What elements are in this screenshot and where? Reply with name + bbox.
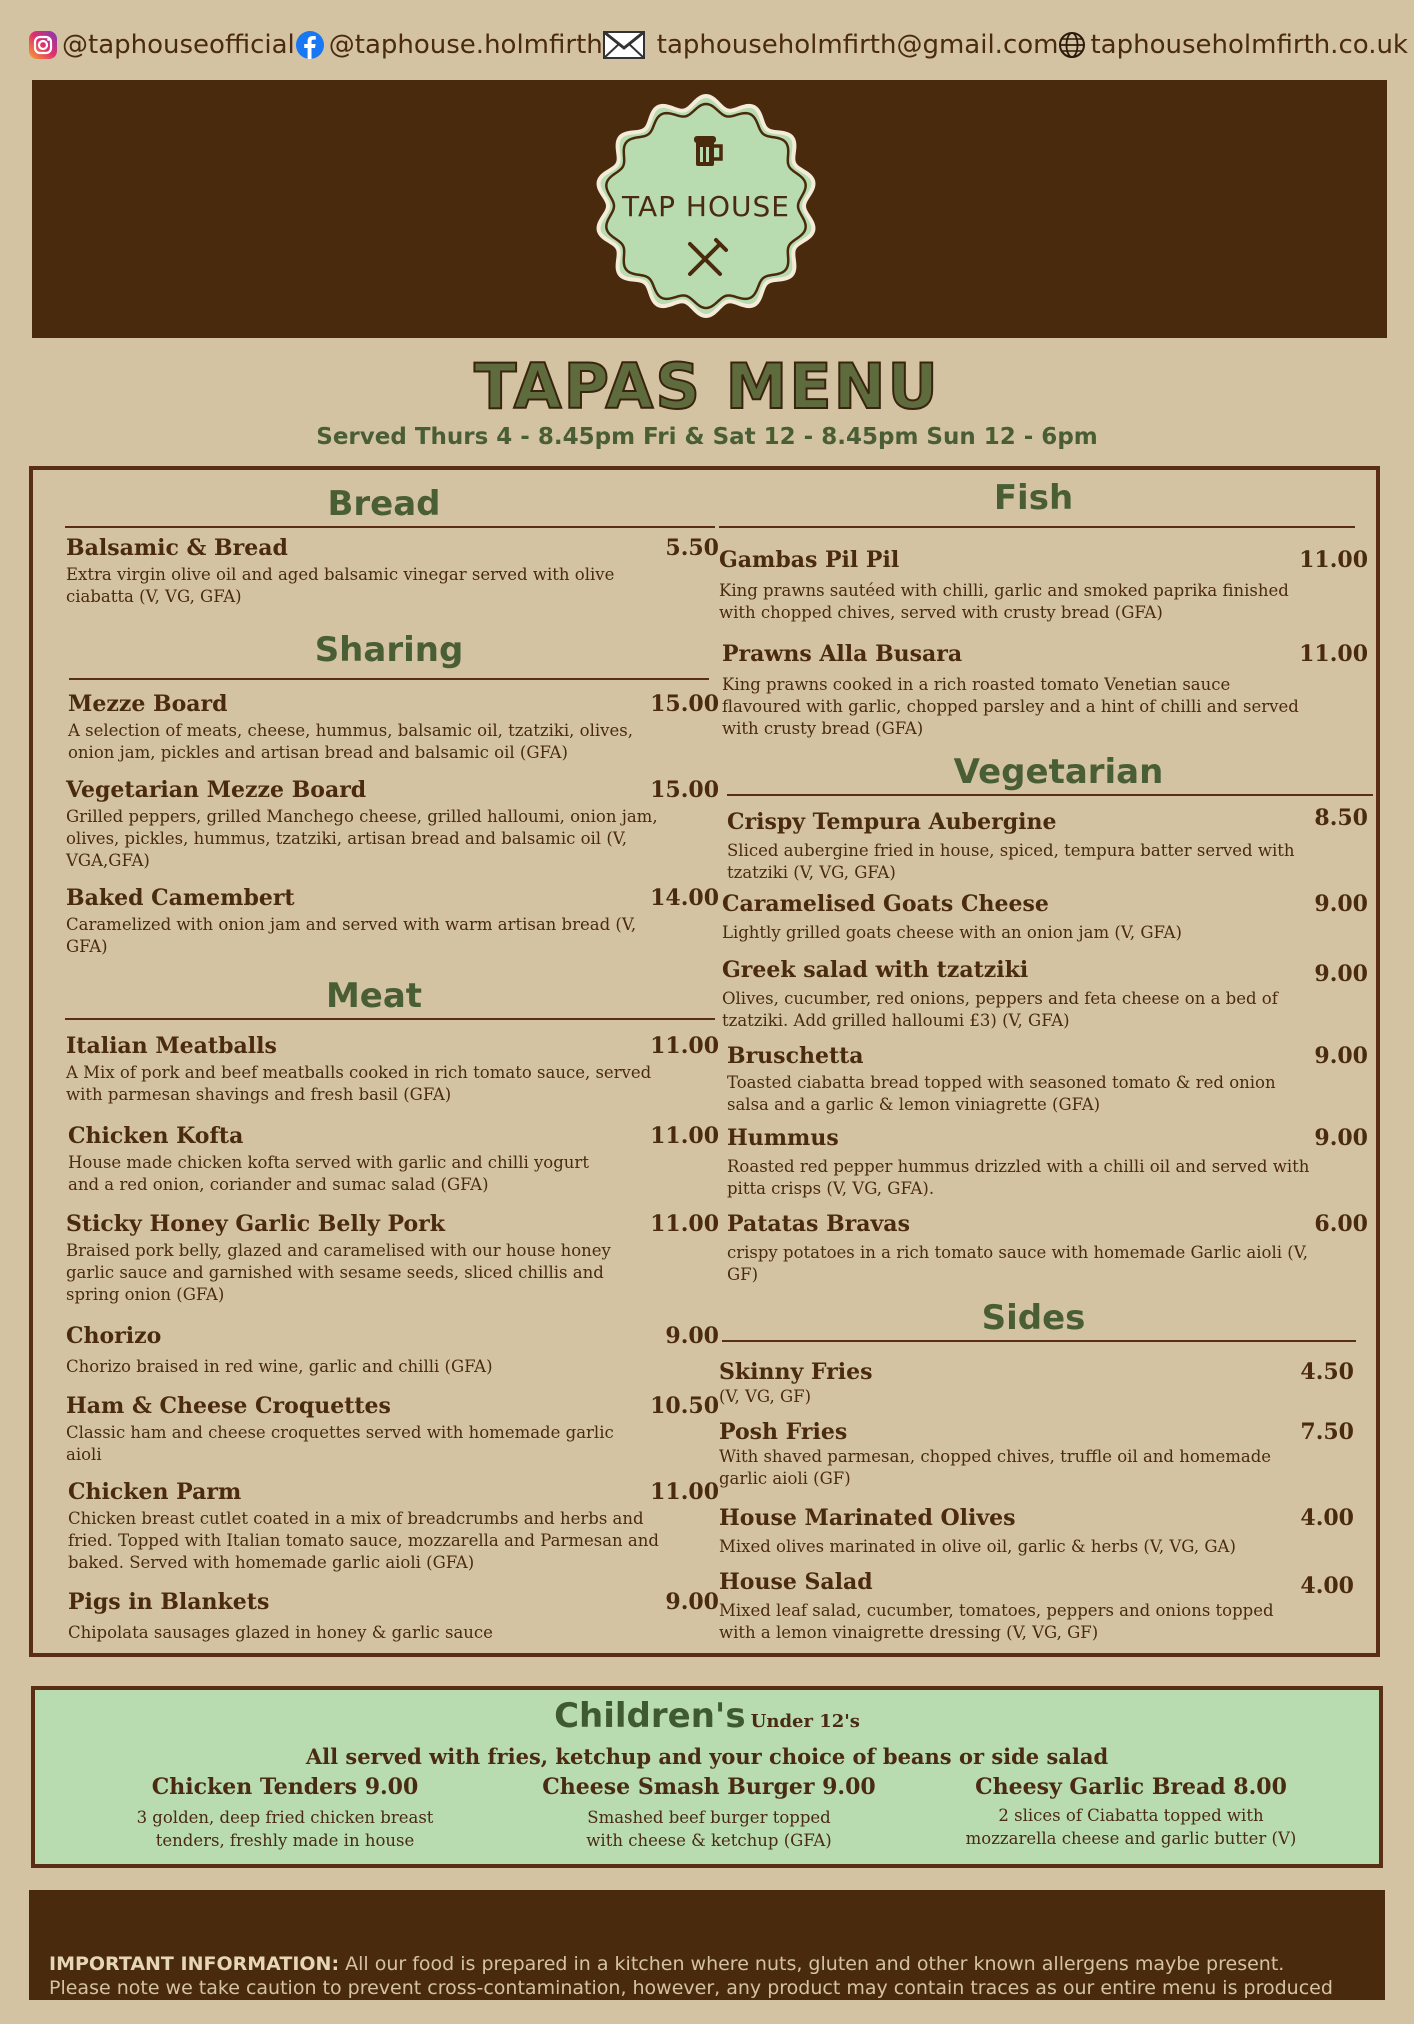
- menu-item: [68, 1122, 719, 1196]
- email-address: taphouseholmfirth@gmail.com: [656, 30, 1059, 60]
- item-desc: Lightly grilled goats cheese with an onion jam (V, GFA): [722, 923, 1182, 942]
- menu-item: [68, 1588, 719, 1644]
- childrens-menu: [31, 1686, 1383, 1868]
- item-desc: crispy potatoes in a rich tomato sauce with homemade Garlic aioli (V, GF): [727, 1243, 1308, 1284]
- item-desc: A selection of meats, cheese, hummus, balsamic oil, tzatziki, olives, onion jam, pickles and artisan bread and balsamic oil (GFA): [68, 721, 633, 762]
- item-desc: (V, VG, GF): [719, 1387, 812, 1406]
- menu-item: [719, 1568, 1368, 1644]
- item-name: Italian Meatballs: [66, 1033, 277, 1059]
- menu-item: [719, 546, 1368, 624]
- item-name: Gambas Pil Pil: [719, 547, 900, 573]
- menu-item: [66, 884, 719, 958]
- section-title-fish: Fish: [993, 478, 1074, 518]
- item-price: 9.00: [1314, 1043, 1368, 1069]
- item-price: 4.00: [1300, 1573, 1354, 1599]
- item-price: 11.00: [650, 1211, 719, 1237]
- item-name: Balsamic & Bread: [66, 535, 288, 561]
- item-name: Pigs in Blankets: [68, 1589, 270, 1615]
- menu-box: [29, 466, 1380, 1657]
- mail-icon: [603, 31, 645, 59]
- menu-item: [66, 776, 719, 872]
- menu-item: [66, 1322, 719, 1378]
- logo-text: TAP HOUSE: [622, 190, 790, 223]
- item-name: Skinny Fries: [719, 1359, 873, 1385]
- item-desc: Toasted ciabatta bread topped with seasoned tomato & red onion salsa and a garlic & lemon viniagrette (GFA): [727, 1073, 1276, 1114]
- item-price: 15.00: [650, 691, 719, 717]
- item-price: 11.00: [650, 1479, 719, 1505]
- item-price: 11.00: [1299, 547, 1368, 573]
- item-price: 7.50: [1300, 1419, 1354, 1445]
- item-name: Hummus: [727, 1125, 839, 1151]
- allergen-text: All our food is prepared in a kitchen where nuts, gluten and other known allergens maybe present. Please note we take caution to prevent cross-contamination, however, any product may contain traces as our entire menu is produced in the: [49, 1953, 1333, 2023]
- served-hours: Served Thurs 4 - 8.45pm Fri & Sat 12 - 8.45pm Sun 12 - 6pm: [316, 424, 1098, 450]
- item-desc: Grilled peppers, grilled Manchego cheese, grilled halloumi, onion jam, olives, pickles, hummus, tzatziki, artisan bread and balsamic oil (V, VGA,GFA): [66, 807, 658, 870]
- childrens-age: Under 12's: [750, 1711, 860, 1732]
- childrens-note: All served with fries, ketchup and your choice of beans or side salad: [305, 1744, 1109, 1769]
- facebook-contact[interactable]: [295, 30, 603, 60]
- menu-item: [719, 1358, 1368, 1408]
- menu-item: [719, 1504, 1368, 1558]
- childrens-title: [35, 1696, 1379, 1736]
- website-contact[interactable]: [1058, 30, 1408, 60]
- item-price: 14.00: [650, 885, 719, 911]
- item-name: Prawns Alla Busara: [722, 641, 963, 667]
- menu-item: [68, 1478, 719, 1574]
- page-title: TAPAS MENU: [474, 350, 940, 423]
- section-title-bread: Bread: [327, 484, 441, 524]
- item-desc: A Mix of pork and beef meatballs cooked in rich tomato sauce, served with parmesan shavings and fresh basil (GFA): [66, 1063, 652, 1104]
- item-price: 9.00: [665, 1323, 719, 1349]
- contact-bar: [28, 22, 1408, 68]
- item-desc: With shaved parmesan, chopped chives, truffle oil and homemade garlic aioli (GF): [719, 1447, 1272, 1488]
- divider: [719, 526, 1355, 528]
- item-price: 9.00: [1314, 1125, 1368, 1151]
- item-price: 11.00: [650, 1123, 719, 1149]
- item-desc: Braised pork belly, glazed and caramelised with our house honey garlic sauce and garnished with sesame seeds, sliced chillis and spring onion (GFA): [66, 1241, 611, 1304]
- kids-item-name: Chicken Tenders 9.00: [151, 1774, 419, 1800]
- item-name: Ham & Cheese Croquettes: [66, 1393, 391, 1419]
- item-desc: Mixed olives marinated in olive oil, garlic & herbs (V, VG, GA): [719, 1537, 1236, 1556]
- item-price: 9.00: [1314, 891, 1368, 917]
- kids-item-name: Cheese Smash Burger 9.00: [542, 1774, 876, 1800]
- section-title-sides: Sides: [981, 1298, 1086, 1338]
- item-price: 5.50: [665, 535, 719, 561]
- item-desc: Roasted red pepper hummus drizzled with a chilli oil and served with pitta crisps (V, VG, GFA).: [727, 1157, 1310, 1198]
- item-price: 8.50: [1314, 805, 1368, 831]
- menu-item: [68, 690, 719, 764]
- item-price: 11.00: [1299, 641, 1368, 667]
- item-name: Posh Fries: [719, 1419, 848, 1445]
- item-desc: Chipolata sausages glazed in honey & garlic sauce: [68, 1623, 493, 1642]
- section-title-meat: Meat: [325, 976, 423, 1016]
- divider: [727, 794, 1373, 796]
- globe-icon: [1058, 31, 1086, 59]
- menu-item: [66, 1032, 719, 1106]
- menu-item: [727, 1042, 1368, 1116]
- divider: [65, 1018, 715, 1020]
- kids-item-desc: Smashed beef burger topped with cheese & ketchup (GFA): [586, 1808, 832, 1850]
- item-name: House Salad: [719, 1569, 873, 1595]
- kids-item: [75, 1774, 495, 1852]
- item-name: Baked Camembert: [66, 885, 295, 911]
- menu-item: [66, 1210, 719, 1306]
- email-contact[interactable]: [603, 30, 1059, 60]
- item-desc: King prawns sautéed with chilli, garlic and smoked paprika finished with chopped chives, served with crusty bread (GFA): [719, 581, 1289, 622]
- item-desc: Extra virgin olive oil and aged balsamic vinegar served with olive ciabatta (V, VG, GFA): [66, 565, 615, 606]
- item-name: Bruschetta: [727, 1043, 864, 1069]
- item-desc: Mixed leaf salad, cucumber, tomatoes, peppers and onions topped with a lemon vinaigrette dressing (V, VG, GF): [719, 1601, 1274, 1642]
- kids-item: [499, 1774, 919, 1852]
- item-price: 9.00: [665, 1589, 719, 1615]
- item-name: Chorizo: [66, 1323, 162, 1349]
- allergen-label: IMPORTANT INFORMATION:: [49, 1953, 340, 1975]
- item-price: 4.50: [1300, 1359, 1354, 1385]
- item-name: Chicken Kofta: [68, 1123, 244, 1149]
- menu-item: [719, 1418, 1368, 1490]
- section-title-vegetarian: Vegetarian: [953, 752, 1164, 792]
- item-price: 15.00: [650, 777, 719, 803]
- menu-item: [722, 890, 1368, 944]
- menu-item: [727, 1210, 1368, 1286]
- item-name: Sticky Honey Garlic Belly Pork: [66, 1211, 445, 1237]
- childrens-heading: Children's: [554, 1696, 746, 1736]
- item-name: Crispy Tempura Aubergine: [727, 809, 1057, 835]
- item-price: 11.00: [650, 1033, 719, 1059]
- menu-item: [722, 956, 1368, 1032]
- item-desc: King prawns cooked in a rich roasted tomato Venetian sauce flavoured with garlic, chopped parsley and a hint of chilli and served with crusty bread (GFA): [722, 675, 1299, 738]
- item-name: Caramelised Goats Cheese: [722, 891, 1049, 917]
- kids-item-desc: 3 golden, deep fried chicken breast tenders, freshly made in house: [136, 1808, 434, 1850]
- menu-item: [66, 534, 719, 608]
- menu-item: [727, 805, 1368, 884]
- allergen-notice: [49, 1952, 1345, 2024]
- footer-band: [29, 1890, 1385, 2023]
- instagram-icon: [28, 30, 58, 60]
- item-price: 6.00: [1314, 1211, 1368, 1237]
- kids-item: [921, 1774, 1341, 1850]
- divider: [69, 678, 709, 680]
- item-desc: Chicken breast cutlet coated in a mix of breadcrumbs and herbs and fried. Topped with Italian tomato sauce, mozzarella and Parmesan and baked. Served with homemade garlic aioli (GFA): [68, 1509, 659, 1572]
- item-name: Greek salad with tzatziki: [722, 957, 1029, 983]
- divider: [65, 526, 715, 528]
- menu-item: [66, 1392, 719, 1466]
- item-name: Vegetarian Mezze Board: [66, 777, 367, 803]
- item-desc: Olives, cucumber, red onions, peppers and feta cheese on a bed of tzatziki. Add grilled halloumi £3) (V, GFA): [722, 989, 1278, 1030]
- item-price: 4.00: [1300, 1505, 1354, 1531]
- facebook-icon: [295, 30, 325, 60]
- item-desc: House made chicken kofta served with garlic and chilli yogurt and a red onion, coriander and sumac salad (GFA): [68, 1153, 589, 1194]
- menu-item: [722, 640, 1368, 740]
- item-price: 10.50: [650, 1393, 719, 1419]
- item-name: House Marinated Olives: [719, 1505, 1016, 1531]
- item-name: Patatas Bravas: [727, 1211, 910, 1237]
- facebook-handle: @taphouse.holmfirth: [328, 30, 603, 60]
- kids-item-desc: 2 slices of Ciabatta topped with mozzarella cheese and garlic butter (V): [965, 1806, 1297, 1848]
- website-url: taphouseholmfirth.co.uk: [1090, 30, 1408, 60]
- item-desc: Sliced aubergine fried in house, spiced, tempura batter served with tzatziki (V, VG, GFA): [727, 841, 1295, 882]
- item-desc: Chorizo braised in red wine, garlic and chilli (GFA): [66, 1357, 493, 1376]
- kids-item-name: Cheesy Garlic Bread 8.00: [975, 1774, 1287, 1800]
- section-title-sharing: Sharing: [314, 630, 464, 670]
- item-price: 9.00: [1314, 961, 1368, 987]
- item-desc: Classic ham and cheese croquettes served with homemade garlic aioli: [66, 1423, 614, 1464]
- item-name: Mezze Board: [68, 691, 228, 717]
- item-desc: Caramelized with onion jam and served with warm artisan bread (V, GFA): [66, 915, 637, 956]
- item-name: Chicken Parm: [68, 1479, 242, 1505]
- instagram-contact[interactable]: [28, 30, 295, 60]
- divider: [722, 1340, 1356, 1342]
- instagram-handle: @taphouseofficial: [62, 30, 295, 60]
- menu-item: [727, 1124, 1368, 1200]
